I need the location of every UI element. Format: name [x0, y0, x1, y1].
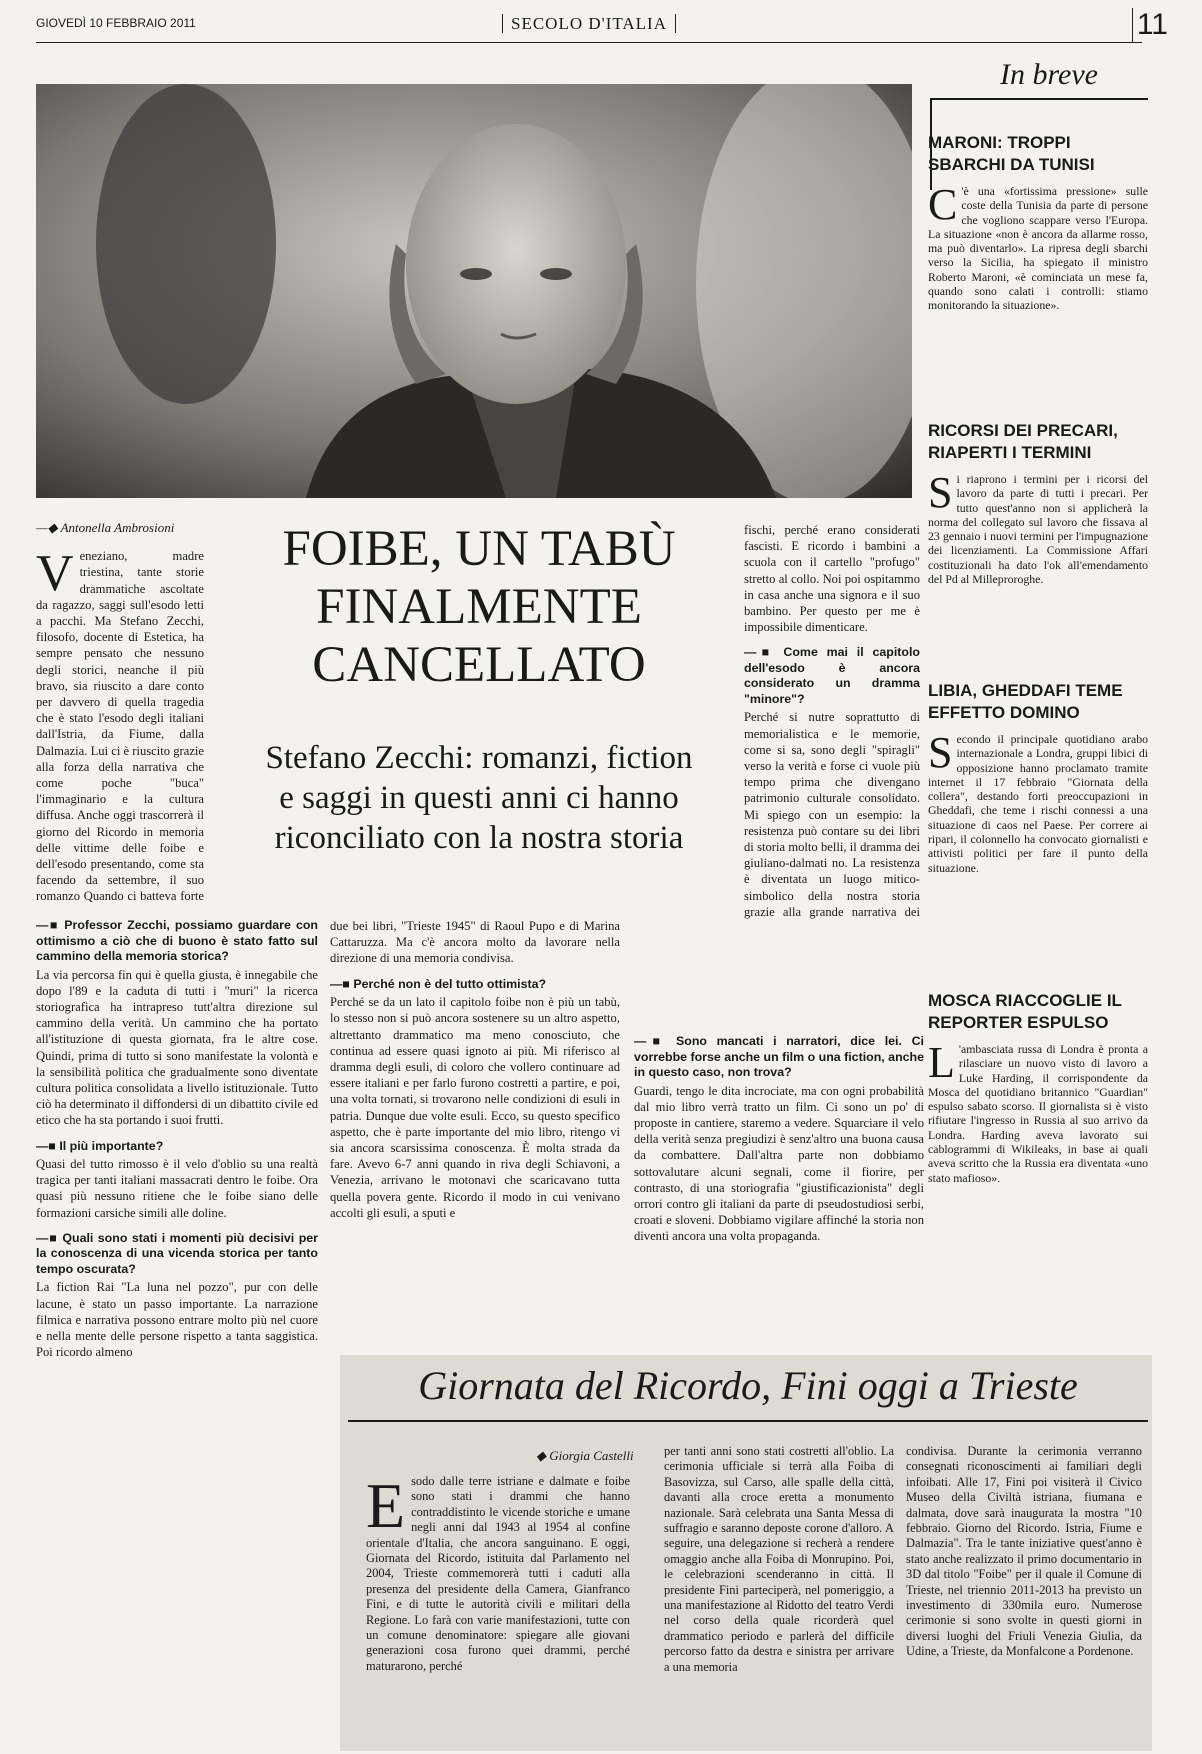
- issue-date: GIOVEDÌ 10 FEBBRAIO 2011: [36, 16, 196, 30]
- brief-body: [928, 728, 1148, 875]
- masthead: [36, 14, 1142, 34]
- question: —■ Perché non è del tutto ottimista?: [330, 976, 547, 991]
- subheadline: [226, 738, 732, 858]
- sidebar-header: In breve: [1000, 58, 1098, 91]
- box-column-3: [906, 1444, 1142, 1750]
- column-text: due bei libri, "Trieste 1945" di Raoul Pupo e di Marina Cattaruzza. Ma c'è ancora molto da lavorare nella direzione di una memoria condivisa.: [330, 919, 620, 966]
- brief-body: [928, 180, 1148, 313]
- drop-cap: L: [928, 1038, 955, 1087]
- article-photo: [36, 84, 912, 498]
- drop-cap: C: [928, 180, 958, 229]
- brief-title: MARONI: TROPPI SBARCHI DA TUNISI: [928, 133, 1095, 174]
- box-text: condivisa. Durante la cerimonia verranno consegnati riconoscimenti ai familiari degli infoibati. Alle 17, Fini poi visiterà il Civico Museo della Civiltà istriana, fiumana e dalmata, dove sarà inaugurata la mostra "10 febbraio. Giorno del Ricordo. Istria, Fiume e Dalmazia". Tra le tante iniziative quest'anno è stato anche realizzato il primo documentario in 3D dal titolo "Foibe" per il quale il Comune di Trieste, nel triennio 2011-2013 ha previsto un investimento di 330mila euro. Numerose cerimonie si sono svolte in questi giorni in diversi luoghi del Friuli Venezia Giulia, da Udine, a Trieste, da Monfalcone a Pordenone.: [906, 1444, 1142, 1659]
- masthead-title: SECOLO D'ITALIA: [502, 14, 676, 33]
- box-column-1: [366, 1474, 630, 1750]
- author-name: Giorgia Castelli: [549, 1448, 634, 1463]
- brief-title: LIBIA, GHEDDAFI TEME EFFETTO DOMINO: [928, 681, 1123, 722]
- question: —■ Sono mancati i narratori, dice lei. Ci vorrebbe forse anche un film o una fiction, anche in questo caso, non trova?: [634, 1034, 924, 1079]
- subheadline-line: Stefano Zecchi: romanzi, fiction: [265, 740, 693, 776]
- article-column-3: [744, 522, 920, 922]
- drop-cap: S: [928, 468, 953, 517]
- question-text: Perché non è del tutto ottimista?: [353, 976, 547, 991]
- question: —■ Quali sono stati i momenti più decisivi per la conoscenza di una vicenda storica per tanto tempo oscurata?: [36, 1230, 318, 1276]
- sidebar-rule: [930, 98, 1148, 100]
- drop-cap: S: [928, 728, 953, 777]
- drop-cap: V: [36, 548, 74, 603]
- sidebar-item: [928, 132, 1148, 313]
- sidebar-item: [928, 420, 1148, 586]
- article-column-1: [36, 908, 318, 1743]
- box-headline: Giornata del Ricordo, Fini oggi a Trieste: [418, 1363, 1078, 1408]
- intro-text: [36, 548, 204, 906]
- box-rule: [348, 1420, 1148, 1422]
- subheadline-line: e saggi in questi anni ci hanno: [279, 780, 679, 816]
- question: —■ Il più importante?: [36, 1138, 164, 1153]
- sidebar-item: [928, 680, 1148, 875]
- page-header: [36, 8, 1168, 43]
- brief-text: 'è una «fortissima pressione» sulle coste della Tunisia da parte di persone che vogliono scappare verso l'Europa. La situazione «non è ancora da allarme rosso, ma può diventarlo». La ripresa degli sbarchi verso la Sicilia, ha spiegato il ministro Roberto Maroni, «è cominciata un mese fa, quando sono calati i controlli: stiamo monitorando la situazione».: [928, 184, 1148, 313]
- question: —■ Professor Zecchi, possiamo guardare con ottimismo a ciò che di buono è stato fatto sul cammino della memoria storica?: [36, 918, 318, 963]
- page-number: 11: [1132, 8, 1168, 42]
- article-column-4: [634, 1034, 924, 1278]
- brief-title: MOSCA RIACCOGLIE IL REPORTER ESPULSO: [928, 991, 1122, 1032]
- brief-text: econdo il principale quotidiano arabo internazionale a Londra, gruppi libici di opposizione hanno proclamato tramite internet il 17 febbraio "Giornata della collera", destando forti preoccupazioni in Gheddafi, che teme i rischi connessi a una situazione di caos nel Paese. Per correre ai ripari, il colonnello ha convocato giornalisti e attivisti politici per fare il punto della situazione.: [928, 732, 1148, 875]
- sidebar-item: [928, 990, 1148, 1185]
- column-text: fischi, perché erano considerati fascisti. E ricordo i bambini a scuola con il cartello "profugo" stretto al collo. Noi poi ospitammo in casa anche una signora e il suo bambino. Per questo per me è impossibile dimenticare.: [744, 523, 920, 635]
- box-byline: ◆ Giorgia Castelli: [536, 1448, 634, 1463]
- byline: —◆ Antonella Ambrosioni: [36, 520, 175, 535]
- author-name: Antonella Ambrosioni: [60, 520, 175, 535]
- headline-line: FOIBE, UN TABÙ: [282, 521, 676, 577]
- brief-text: 'ambasciata russa di Londra è pronta a rilasciare un nuovo visto di lavoro a Luke Harding, il corrispondente da Mosca del quotidiano britannico "Guardian" espulso sabato scorso. Il giornalista si è visto rifiutare l'ingresso in Russia al suo arrivo da Londra. Harding aveva lavorato sui cablogrammi di Wikileaks, in base ai quali aveva scritto che la Russia era diventata «uno stato mafioso».: [928, 1042, 1148, 1185]
- headline-line: CANCELLATO: [312, 637, 646, 693]
- answer: La fiction Rai "La luna nel pozzo", pur con delle lacune, è stato un passo importante. La narrazione filmica e narrativa possono entrare molto più nel cuore e nella mente delle persone rispetto a tanta saggistica. Poi ricordo almeno: [36, 1280, 318, 1360]
- brief-text: i riaprono i termini per i ricorsi del lavoro da parte di tutti i precari. Per tutto quest'anno non si applicherà la norma del collegato sul lavoro che fissava al 23 gennaio i nuovi termini per l'impugnazione dei licenziamenti. La Commissione Affari costituzionali ha dato l'ok all'emendamento del Pd al Milleproroghe.: [928, 472, 1148, 587]
- answer: Perché si nutre soprattutto di memorialistica e le memorie, come si sa, sono degli "spiragli" verso la verità e forse ci vuole più tempo prima che divengano patrimonio culturale consolidato. Mi spiego con un esempio: la resistenza può contare su dei libri di storia molto belli, il dramma dei giuliano-dalmati no. La resistenza è diventata un luogo mitico-simbolico della nostra storia grazie alla grande narrativa dei: [744, 710, 920, 919]
- question-text: Il più importante?: [59, 1138, 164, 1153]
- box-text: sodo dalle terre istriane e dalmate e foibe sono stati i drammi che hanno contraddistinto le vicende storiche e umane negli anni dal 1943 al 1954 al confine orientale d'Italia, che ancora sanguinano. E oggi, Giornata del Ricordo, istituita dal Parlamento nel 2004, Trieste commemorerà tutti i caduti alla presenza del presidente della Camera, Gianfranco Fini, e di tutte le autorità civili e militari della Regione. Lo farà con varie manifestazioni, tutte con un comune denominatore: spiegare alle giovani generazioni cosa furono quei drammi, perché maturarono, perché: [366, 1474, 630, 1673]
- brief-body: [928, 1038, 1148, 1185]
- answer: La via percorsa fin qui è quella giusta, è innegabile che dopo l'89 e la caduta di tutti i "muri" la ricerca storiografica ha intrapreso tutt'altra direzione sul cammino della verità. Un cammino che ha portato all'istituzione di questa giornata, fra le altre cose. Quindi, prima di tutto si sono manifestate la volontà e la sensibilità politica che gradualmente sono diventate cultura politica consolidata a livello istituzionale. Tutto ciò ha determinato il diffondersi di un dibattito civile ed etico che ha sta portando i suoi frutti.: [36, 967, 318, 1128]
- headline: [232, 520, 726, 694]
- portrait-image: [36, 84, 912, 498]
- answer: Guardi, tengo le dita incrociate, ma con ogni probabilità dal mio libro verrà tratto un film. Ci sono un po' di proposte in cantiere, staremo a vedere. Squarciare il velo della verità senza pregiudizi è senz'altro una buona causa da combattere. Dall'altra parte non dobbiamo sottovalutare alcuni segnali, come il fiorire, per contrasto, di una storiografia "giustificazionista" degli orrori contro gli italiani da parte di pseudostudiosi serbi, croati e sloveni. Dobbiamo vigilare affinché la storia non diventi ancora una volta propaganda.: [634, 1083, 924, 1244]
- box-text: per tanti anni sono stati costretti all'oblio. La cerimonia ufficiale si terrà alla Foiba di Basovizza, sul Carso, alle spalle della città, davanti alla croce eretta a monumento nazionale. Sarà celebrata una Santa Messa di suffragio e saranno deposte corone d'alloro. A seguire, una delegazione si recherà a rendere omaggio anche alla Foiba di Monrupino. Poi, le celebrazioni scenderanno in città. Il presidente Fini parteciperà, nel pomeriggio, a una manifestazione al Ridotto del teatro Verdi nel corso della quale ricorderà quel drammatico periodo e parlerà del difficile percorso fatto da destra e sinistra per arrivare a una memoria: [664, 1444, 894, 1674]
- article-column-1-top: [36, 520, 204, 906]
- headline-line: FINALMENTE: [316, 579, 642, 635]
- question-text: Sono mancati i narratori, dice lei. Ci vorrebbe forse anche un film o una fiction, anche in questo caso, non trova?: [634, 1034, 924, 1079]
- article-column-2: [330, 918, 620, 1268]
- answer: Perché se da un lato il capitolo foibe non è più un tabù, lo stesso non si può ancora sostenere su un altro aspetto, altrettanto drammatico ma meno conosciuto, che continua ad essere quasi ignoto ai più. Mi riferisco al dramma degli esuli, di coloro che vollero continuare ad essere italiani e per farlo furono costretti a partire, e poi, una volta tornati, si trovarono nelle condizioni di esuli in patria. Dunque due volte esuli. Ecco, su questo specifico aspetto, che è parte importante del mio libro, ritengo vi sia ancora scarsissima conoscenza. È molta strada da fare. Avevo 6-7 anni quando in riva degli Schiavoni, a Venezia, arrivano le motonavi che scaricavano tutta quella povera gente. Ricordo il modo in cui venivano accolti gli esuli, a sputi e: [330, 995, 620, 1220]
- question-text: Come mai il capitolo dell'esodo è ancora considerato un dramma "minore"?: [744, 645, 920, 706]
- subheadline-line: riconciliato con la nostra storia: [274, 820, 684, 856]
- question: —■ Come mai il capitolo dell'esodo è ancora considerato un dramma "minore"?: [744, 645, 920, 706]
- answer: Quasi del tutto rimosso è il velo d'oblio su una realtà tragica per tanti italiani massacrati dentro le foibe. Ora quasi più nessuno ritiene che le foibe siano delle formazioni carsiche simili alle doline.: [36, 1157, 318, 1220]
- brief-title: RICORSI DEI PRECARI, RIAPERTI I TERMINI: [928, 421, 1118, 462]
- question-text: Professor Zecchi, possiamo guardare con ottimismo a ciò che di buono è stato fatto sul cammino della memoria storica?: [36, 918, 318, 963]
- intro-body: eneziano, madre triestina, tante storie drammatiche ascoltate da ragazzo, saggi sull'esodo letti a pacchi. Ma Stefano Zecchi, filosofo, docente di Estetica, ha sempre pensato che nessuno degli storici, neanche il più bravo, sia riuscito a dare conto per davvero di quella tragedia che è stato l'esodo degli italiani dall'Istria, da Fiume, dalla Dalmazia. Lui ci è riuscito grazie alla forza della narrativa che come poche "buca" l'immaginario e la cultura diffusa. Anche oggi trascorrerà il giorno del Ricordo in memoria delle vittime delle foibe e dell'esodo presentando, come sta facendo da settembre, il suo romanzo Quando ci batteva forte: [36, 549, 204, 904]
- box-column-2: [664, 1444, 894, 1750]
- brief-body: [928, 468, 1148, 587]
- question-text: Quali sono stati i momenti più decisivi per la conoscenza di una vicenda storica per tanto tempo oscurata?: [36, 1230, 318, 1276]
- drop-cap: E: [366, 1474, 406, 1541]
